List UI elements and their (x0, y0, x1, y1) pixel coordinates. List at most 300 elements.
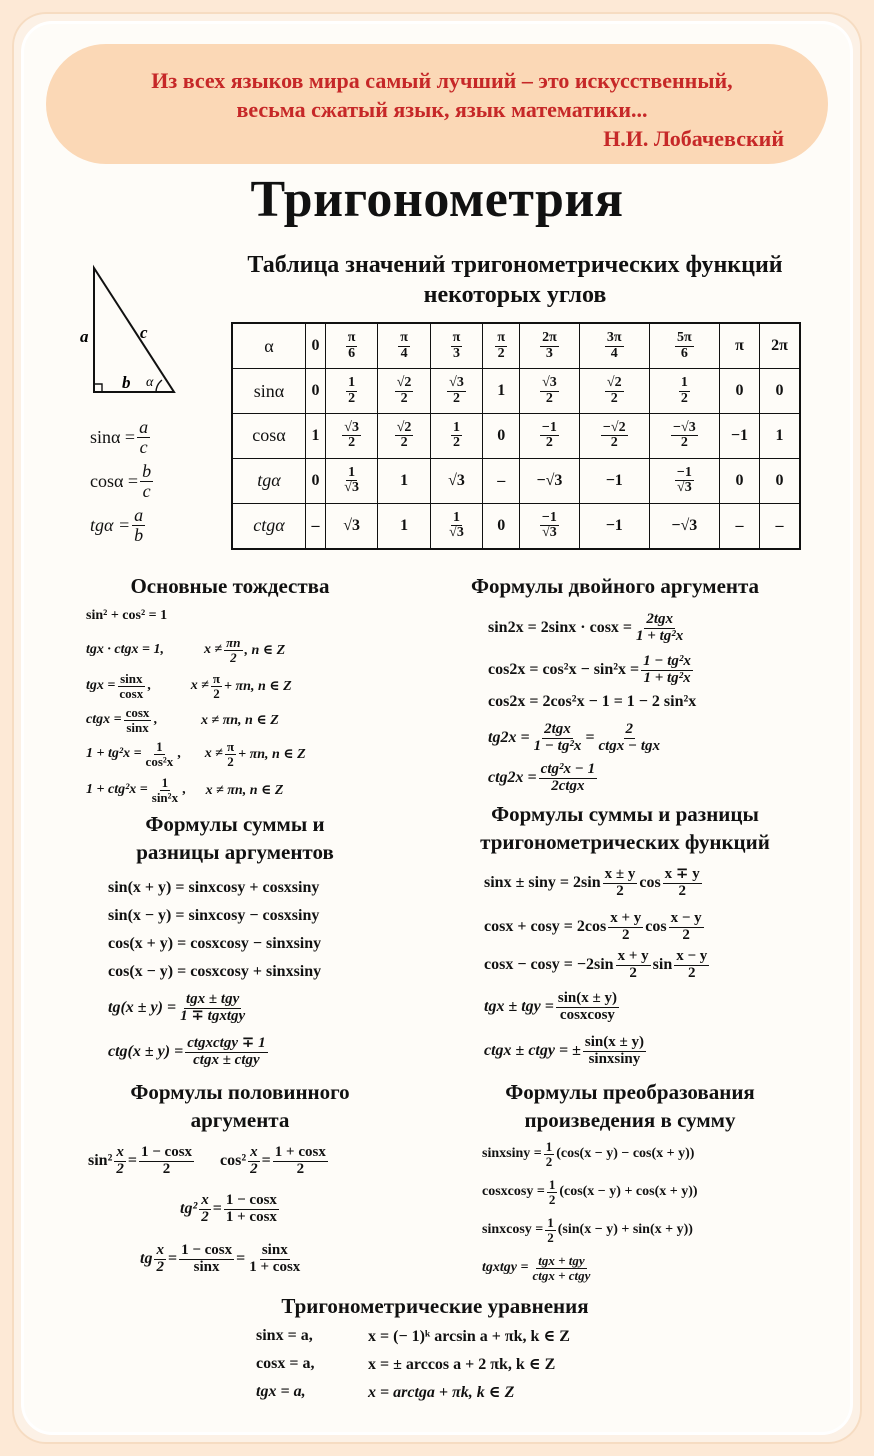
page-title: Тригонометрия (250, 171, 624, 228)
numerator: 1 (548, 1176, 556, 1192)
denominator: ctgx − tgx (598, 737, 661, 754)
table-cell: −1 (719, 414, 759, 459)
numerator: sinx (120, 670, 143, 686)
denominator: 2 (348, 435, 356, 451)
numerator: 5π (677, 329, 692, 345)
table-cell: 2π (760, 323, 800, 369)
formula-text: tgx ± tgy = (484, 998, 554, 1015)
formula-text: , (177, 746, 181, 761)
identity-formula (86, 608, 167, 624)
table-cell (483, 323, 520, 369)
half-angle-formula (88, 1140, 330, 1182)
numerator: 1 − cosx (141, 1143, 193, 1160)
fraction (395, 421, 414, 451)
formula-text: cos2x = 2cos²x − 1 = 1 − 2 sin²x (488, 693, 697, 710)
identity-formula (86, 736, 306, 772)
table-cell: – (306, 503, 326, 549)
table-cell (649, 369, 719, 414)
denominator: 2 (680, 435, 688, 451)
denominator: 2 (201, 1208, 209, 1225)
fraction (641, 654, 693, 687)
table-cell: √3 (325, 503, 377, 549)
side-a-label: a (80, 327, 89, 346)
fraction (674, 949, 709, 982)
numerator: 1 (161, 774, 169, 790)
fraction (140, 462, 153, 501)
heading-line: Формулы суммы и разницы (491, 802, 759, 826)
table-cell: π (719, 323, 759, 369)
product-formula (482, 1212, 693, 1248)
fraction (539, 762, 597, 795)
sum-args-formula (108, 904, 319, 928)
fraction (675, 331, 694, 361)
numerator: 2tgx (544, 720, 571, 737)
formula-text: cos (639, 874, 661, 891)
equation-row (256, 1324, 570, 1348)
numerator: tgx ± tgy (186, 990, 240, 1007)
table-cell: 1 (760, 414, 800, 459)
denominator: 2 (680, 390, 688, 406)
denominator: 2 (610, 435, 618, 451)
formula-text: sin(x − y) = sinxcosy − cosxsiny (108, 907, 320, 924)
formula-text: sin² (88, 1152, 113, 1169)
table-cell: – (483, 458, 520, 503)
formula-text: 1 + ctg²x = (86, 782, 148, 797)
definition-row (90, 415, 155, 459)
equations-heading: Тригонометрические уравнения (281, 1294, 589, 1318)
numerator: 1 − cosx (181, 1241, 233, 1258)
fraction (342, 466, 361, 496)
numerator: a (139, 416, 149, 437)
formula-text: cos (645, 918, 667, 935)
heading-line: аргумента (190, 1108, 290, 1132)
formula-text: sinxcosy = (482, 1222, 544, 1237)
denominator: c (142, 480, 151, 501)
sum-funcs-formula (484, 944, 711, 986)
numerator: 2π (542, 329, 557, 345)
heading-line: Формулы суммы и (145, 812, 325, 836)
fraction (596, 722, 662, 755)
sum-args-formula (108, 932, 321, 956)
fraction (179, 1243, 234, 1276)
sum-funcs-formula (484, 862, 704, 904)
table-cell (579, 323, 649, 369)
formula-text: x ≠ πn, n ∈ Z (205, 782, 284, 798)
fraction (150, 776, 180, 804)
denominator: 6 (348, 345, 356, 361)
table-header-cell: sinα (232, 369, 306, 414)
denominator: 2ctgx (551, 777, 585, 794)
fraction (669, 911, 704, 944)
numerator: a (134, 504, 144, 525)
sum-funcs-formula (484, 906, 706, 948)
numerator: 1 (348, 374, 356, 390)
half-angle-heading (70, 1078, 410, 1134)
formula-text: tgx = (86, 678, 116, 693)
numerator: x − y (670, 909, 702, 926)
half-angle-formula (140, 1238, 304, 1280)
denominator: 2 (682, 926, 690, 943)
denominator: 1 + tg²x (636, 627, 684, 644)
definition-lhs: cosα = (90, 470, 139, 491)
identity-formula (86, 702, 279, 738)
fraction (663, 867, 702, 900)
formula-text: cos2x = cos²x − sin²x = (488, 661, 640, 678)
table-cell (520, 369, 580, 414)
denominator: b (134, 524, 144, 545)
numerator: πn (226, 634, 241, 650)
denominator: 2 (400, 390, 408, 406)
heading-line: Формулы половинного (130, 1080, 350, 1104)
definition-row (90, 459, 155, 503)
table-cell: 0 (306, 369, 326, 414)
denominator: 1 − tg²x (533, 737, 582, 754)
fraction (185, 1036, 267, 1069)
heading-line: произведения в сумму (524, 1108, 736, 1132)
side-c-label: c (140, 323, 148, 342)
formula-text: = (236, 1250, 246, 1267)
table-cell: 0 (760, 458, 800, 503)
numerator: tgx + tgy (538, 1252, 585, 1268)
fraction (671, 421, 698, 451)
fraction (154, 1243, 166, 1276)
sum-args-heading (70, 810, 400, 866)
fraction (447, 511, 466, 541)
numerator: x ∓ y (664, 865, 700, 882)
denominator: 2 (548, 1191, 556, 1207)
denominator: √3 (449, 525, 464, 541)
table-cell (430, 369, 482, 414)
denominator: 2 (497, 345, 505, 361)
denominator: 3 (453, 345, 460, 361)
formula-text: (cos(x − y) − cos(x + y)) (556, 1146, 695, 1161)
numerator: cosx (125, 704, 150, 720)
half-angle-formula (180, 1188, 281, 1230)
fraction (605, 376, 624, 406)
formula-text: , n ∈ Z (244, 642, 286, 658)
numerator: √2 (396, 374, 412, 390)
numerator: x (116, 1143, 124, 1160)
quote-line-1: Из всех языков мира самый лучший – это искусственный, (151, 68, 733, 93)
numerator: b (142, 460, 152, 481)
denominator: 2 (688, 964, 696, 981)
equation-solution: x = ± arccos a + 2 πk, k ∈ Z (368, 1356, 556, 1373)
equation-solution: x = arctga + πk, k ∈ Z (368, 1384, 515, 1401)
formula-text: , (182, 782, 186, 797)
numerator: 1 (453, 509, 461, 525)
table-cell: 1 (378, 458, 430, 503)
heading-line: тригонометрических функций (480, 830, 770, 854)
numerator: 1 (547, 1214, 554, 1230)
numerator: 1 (348, 464, 356, 480)
denominator: 3 (545, 345, 553, 361)
table-cell (430, 503, 482, 549)
fraction (139, 1145, 194, 1178)
fraction (495, 331, 507, 361)
table-cell (520, 503, 580, 549)
denominator: 2 (296, 1160, 305, 1177)
numerator: 1 (545, 1138, 553, 1154)
table-cell: √3 (430, 458, 482, 503)
denominator: cosx (119, 685, 144, 701)
quote-line-2: весьма сжатый язык, язык математики... (236, 97, 648, 122)
formula-text: tg (140, 1250, 153, 1267)
denominator: 2 (453, 435, 461, 451)
formula-text: sin2x = 2sinx · cosx = (488, 619, 633, 636)
table-cell: 0 (760, 369, 800, 414)
table-cell (649, 458, 719, 503)
formula-text: tg² (180, 1200, 198, 1217)
denominator: sin²x (151, 789, 179, 805)
denominator: 2 (545, 435, 553, 451)
numerator: 1 + cosx (274, 1143, 326, 1160)
numerator: x + y (617, 947, 649, 964)
numerator: 1 (156, 738, 163, 754)
fraction (225, 740, 236, 768)
denominator: 2 (678, 882, 686, 899)
numerator: ctgxctgy ∓ 1 (187, 1034, 266, 1051)
product-to-sum-heading (440, 1078, 820, 1134)
table-header-cell: tgα (232, 458, 306, 503)
definition-row (90, 503, 155, 547)
denominator: cosxcosy (559, 1006, 615, 1023)
sum-args-formula (108, 988, 249, 1028)
table-row (232, 369, 800, 414)
fraction (144, 740, 176, 768)
denominator: 2 (629, 964, 637, 981)
denominator: 2 (545, 1153, 553, 1169)
table-cell (430, 414, 482, 459)
fraction (199, 1193, 211, 1226)
double-angle-formula (488, 650, 695, 690)
fraction (114, 1145, 126, 1178)
denominator: 1 ∓ tgxtgy (180, 1007, 246, 1024)
fraction (451, 331, 463, 361)
table-header-cell: cosα (232, 414, 306, 459)
numerator: √2 (396, 419, 412, 435)
fraction (547, 1178, 558, 1206)
formula-text: tgxtgy = (482, 1260, 529, 1275)
denominator: sinx (126, 719, 149, 735)
numerator: x (250, 1143, 258, 1160)
numerator: −1 (541, 419, 557, 435)
formula-text: tgx · ctgx = 1, (86, 642, 164, 657)
sum-funcs-formula (484, 1030, 648, 1072)
fraction (544, 1140, 555, 1168)
formula-text: sin (652, 956, 673, 973)
formula-text: tg(x ± y) = (108, 999, 177, 1016)
denominator: ctgx ± ctgy (193, 1051, 260, 1068)
identities-heading: Основные тождества (130, 574, 330, 598)
equation-row (256, 1380, 514, 1404)
table-cell (378, 414, 430, 459)
formula-text: x ≠ (204, 746, 223, 761)
table-cell: −√3 (520, 458, 580, 503)
quote-author: Н.И. Лобачевский (603, 126, 784, 151)
denominator: 2 (453, 390, 461, 406)
fraction (540, 331, 559, 361)
numerator: x − y (676, 947, 708, 964)
product-formula (482, 1136, 694, 1172)
fraction (117, 672, 145, 700)
formula-text: tg2x = (488, 729, 530, 746)
heading-line: разницы аргументов (136, 840, 334, 864)
definition-lhs: sinα = (90, 426, 136, 447)
identity-formula (86, 772, 283, 808)
formula-text: sinxsiny = (482, 1146, 542, 1161)
fraction (247, 1243, 302, 1276)
denominator: 2 (250, 1160, 258, 1177)
formula-text: + πn, n ∈ Z (224, 678, 292, 694)
table-cell: 1 (483, 369, 520, 414)
fraction (224, 636, 242, 664)
fraction (679, 376, 690, 406)
fraction (124, 706, 152, 734)
denominator: 2 (348, 390, 356, 406)
formula-text: ctg2x = (488, 769, 537, 786)
definitions (90, 415, 155, 547)
numerator: π (452, 329, 461, 345)
fraction (530, 1254, 592, 1282)
denominator: 1 + tg²x (643, 669, 691, 686)
table-cell: 1 (378, 503, 430, 549)
table-cell (325, 369, 377, 414)
numerator: π (400, 329, 408, 345)
double-angle-formula (488, 718, 664, 758)
denominator: 2 (545, 390, 553, 406)
definition-lhs: tgα = (90, 514, 131, 535)
numerator: −√2 (602, 419, 626, 435)
numerator: 1 (453, 419, 461, 435)
numerator: √3 (344, 419, 359, 435)
equation-lhs: cosx = a, (256, 1355, 315, 1372)
numerator: x (201, 1191, 209, 1208)
table-cell: 0 (306, 323, 326, 369)
double-angle-formula (488, 690, 696, 714)
numerator: √3 (449, 374, 464, 390)
fraction (608, 911, 643, 944)
formula-text: , (153, 712, 157, 727)
formula-text: cosx + cosy = 2cos (484, 918, 607, 935)
right-triangle-diagram (70, 262, 190, 402)
formula-text: = (212, 1200, 222, 1217)
product-formula (482, 1174, 698, 1210)
denominator: 2 (116, 1160, 124, 1177)
table-cell (325, 458, 377, 503)
table-cell (325, 323, 377, 369)
side-b-label: b (122, 373, 131, 392)
fraction (342, 421, 361, 451)
formula-text: ctgx ± ctgy = ± (484, 1042, 581, 1059)
numerator: 1 − cosx (225, 1191, 277, 1208)
trig-values-table (231, 322, 801, 550)
table-cell: 0 (719, 369, 759, 414)
fraction (675, 466, 694, 496)
identity-formula (86, 632, 285, 668)
fraction (540, 376, 559, 406)
formula-text: ctg(x ± y) = (108, 1043, 184, 1060)
formula-text: x ≠ (203, 642, 223, 657)
double-angle-formula (488, 758, 599, 798)
fraction (132, 506, 145, 545)
numerator: sinx (261, 1241, 288, 1258)
formula-text: = (585, 729, 595, 746)
numerator: √3 (542, 374, 557, 390)
double-angle-heading: Формулы двойного аргумента (470, 574, 760, 598)
table-cell: −1 (579, 458, 649, 503)
fraction (601, 421, 628, 451)
fraction (583, 1035, 646, 1068)
heading-line: Формулы преобразования (505, 1080, 755, 1104)
equation-solution: x = (− 1)ᵏ arcsin a + πk, k ∈ Z (368, 1328, 570, 1345)
table-cell (378, 323, 430, 369)
numerator: x + y (610, 909, 642, 926)
formula-text: = (127, 1152, 137, 1169)
fraction (346, 331, 358, 361)
denominator: ctgx + ctgy (532, 1267, 591, 1283)
table-cell: 0 (483, 503, 520, 549)
table-cell: – (760, 503, 800, 549)
denominator: 2 (227, 753, 234, 769)
fraction (603, 867, 638, 900)
table-header-cell: α (232, 323, 306, 369)
denominator: 6 (680, 345, 688, 361)
denominator: 2 (213, 685, 220, 701)
formula-text: sin(x + y) = sinxcosy + cosxsiny (108, 879, 320, 896)
table-cell: −√3 (649, 503, 719, 549)
fraction (540, 511, 559, 541)
fraction (556, 991, 619, 1024)
numerator: −√3 (673, 419, 696, 435)
formula-text: ctgx = (86, 712, 122, 727)
denominator: √3 (677, 480, 692, 496)
table-cell: 1 (306, 414, 326, 459)
numerator: π (347, 329, 356, 345)
table-header-cell: ctgα (232, 503, 306, 549)
table-row (232, 414, 800, 459)
denominator: c (139, 436, 148, 457)
denominator: 4 (400, 345, 408, 361)
equation-lhs: sinx = a, (256, 1327, 313, 1344)
table-cell (378, 369, 430, 414)
denominator: sinxsiny (588, 1050, 641, 1067)
numerator: 2 (625, 720, 633, 737)
table-cell (520, 323, 580, 369)
angle-alpha-label: α (146, 375, 154, 390)
quote-banner (46, 44, 828, 164)
formula-text: (cos(x − y) + cos(x + y)) (559, 1184, 698, 1199)
table-cell: −1 (579, 503, 649, 549)
formula-text: sin² + cos² = 1 (86, 608, 168, 623)
numerator: π (226, 738, 235, 754)
fraction (137, 418, 150, 457)
formula-text: x ≠ (190, 678, 209, 693)
sum-args-formula (108, 876, 319, 900)
fraction (178, 992, 247, 1025)
numerator: sin(x ± y) (557, 989, 617, 1006)
denominator: 2 (547, 1229, 554, 1245)
numerator: x ± y (604, 865, 636, 882)
denominator: 2 (622, 926, 630, 943)
identity-formula (86, 668, 292, 704)
sum-args-formula (108, 960, 321, 984)
numerator: −1 (541, 509, 557, 525)
denominator: 2 (162, 1160, 171, 1177)
formula-text: sinx ± siny = 2sin (484, 874, 601, 891)
denominator: 1 + cosx (249, 1258, 301, 1275)
fraction (545, 1216, 556, 1244)
table-row (232, 458, 800, 503)
